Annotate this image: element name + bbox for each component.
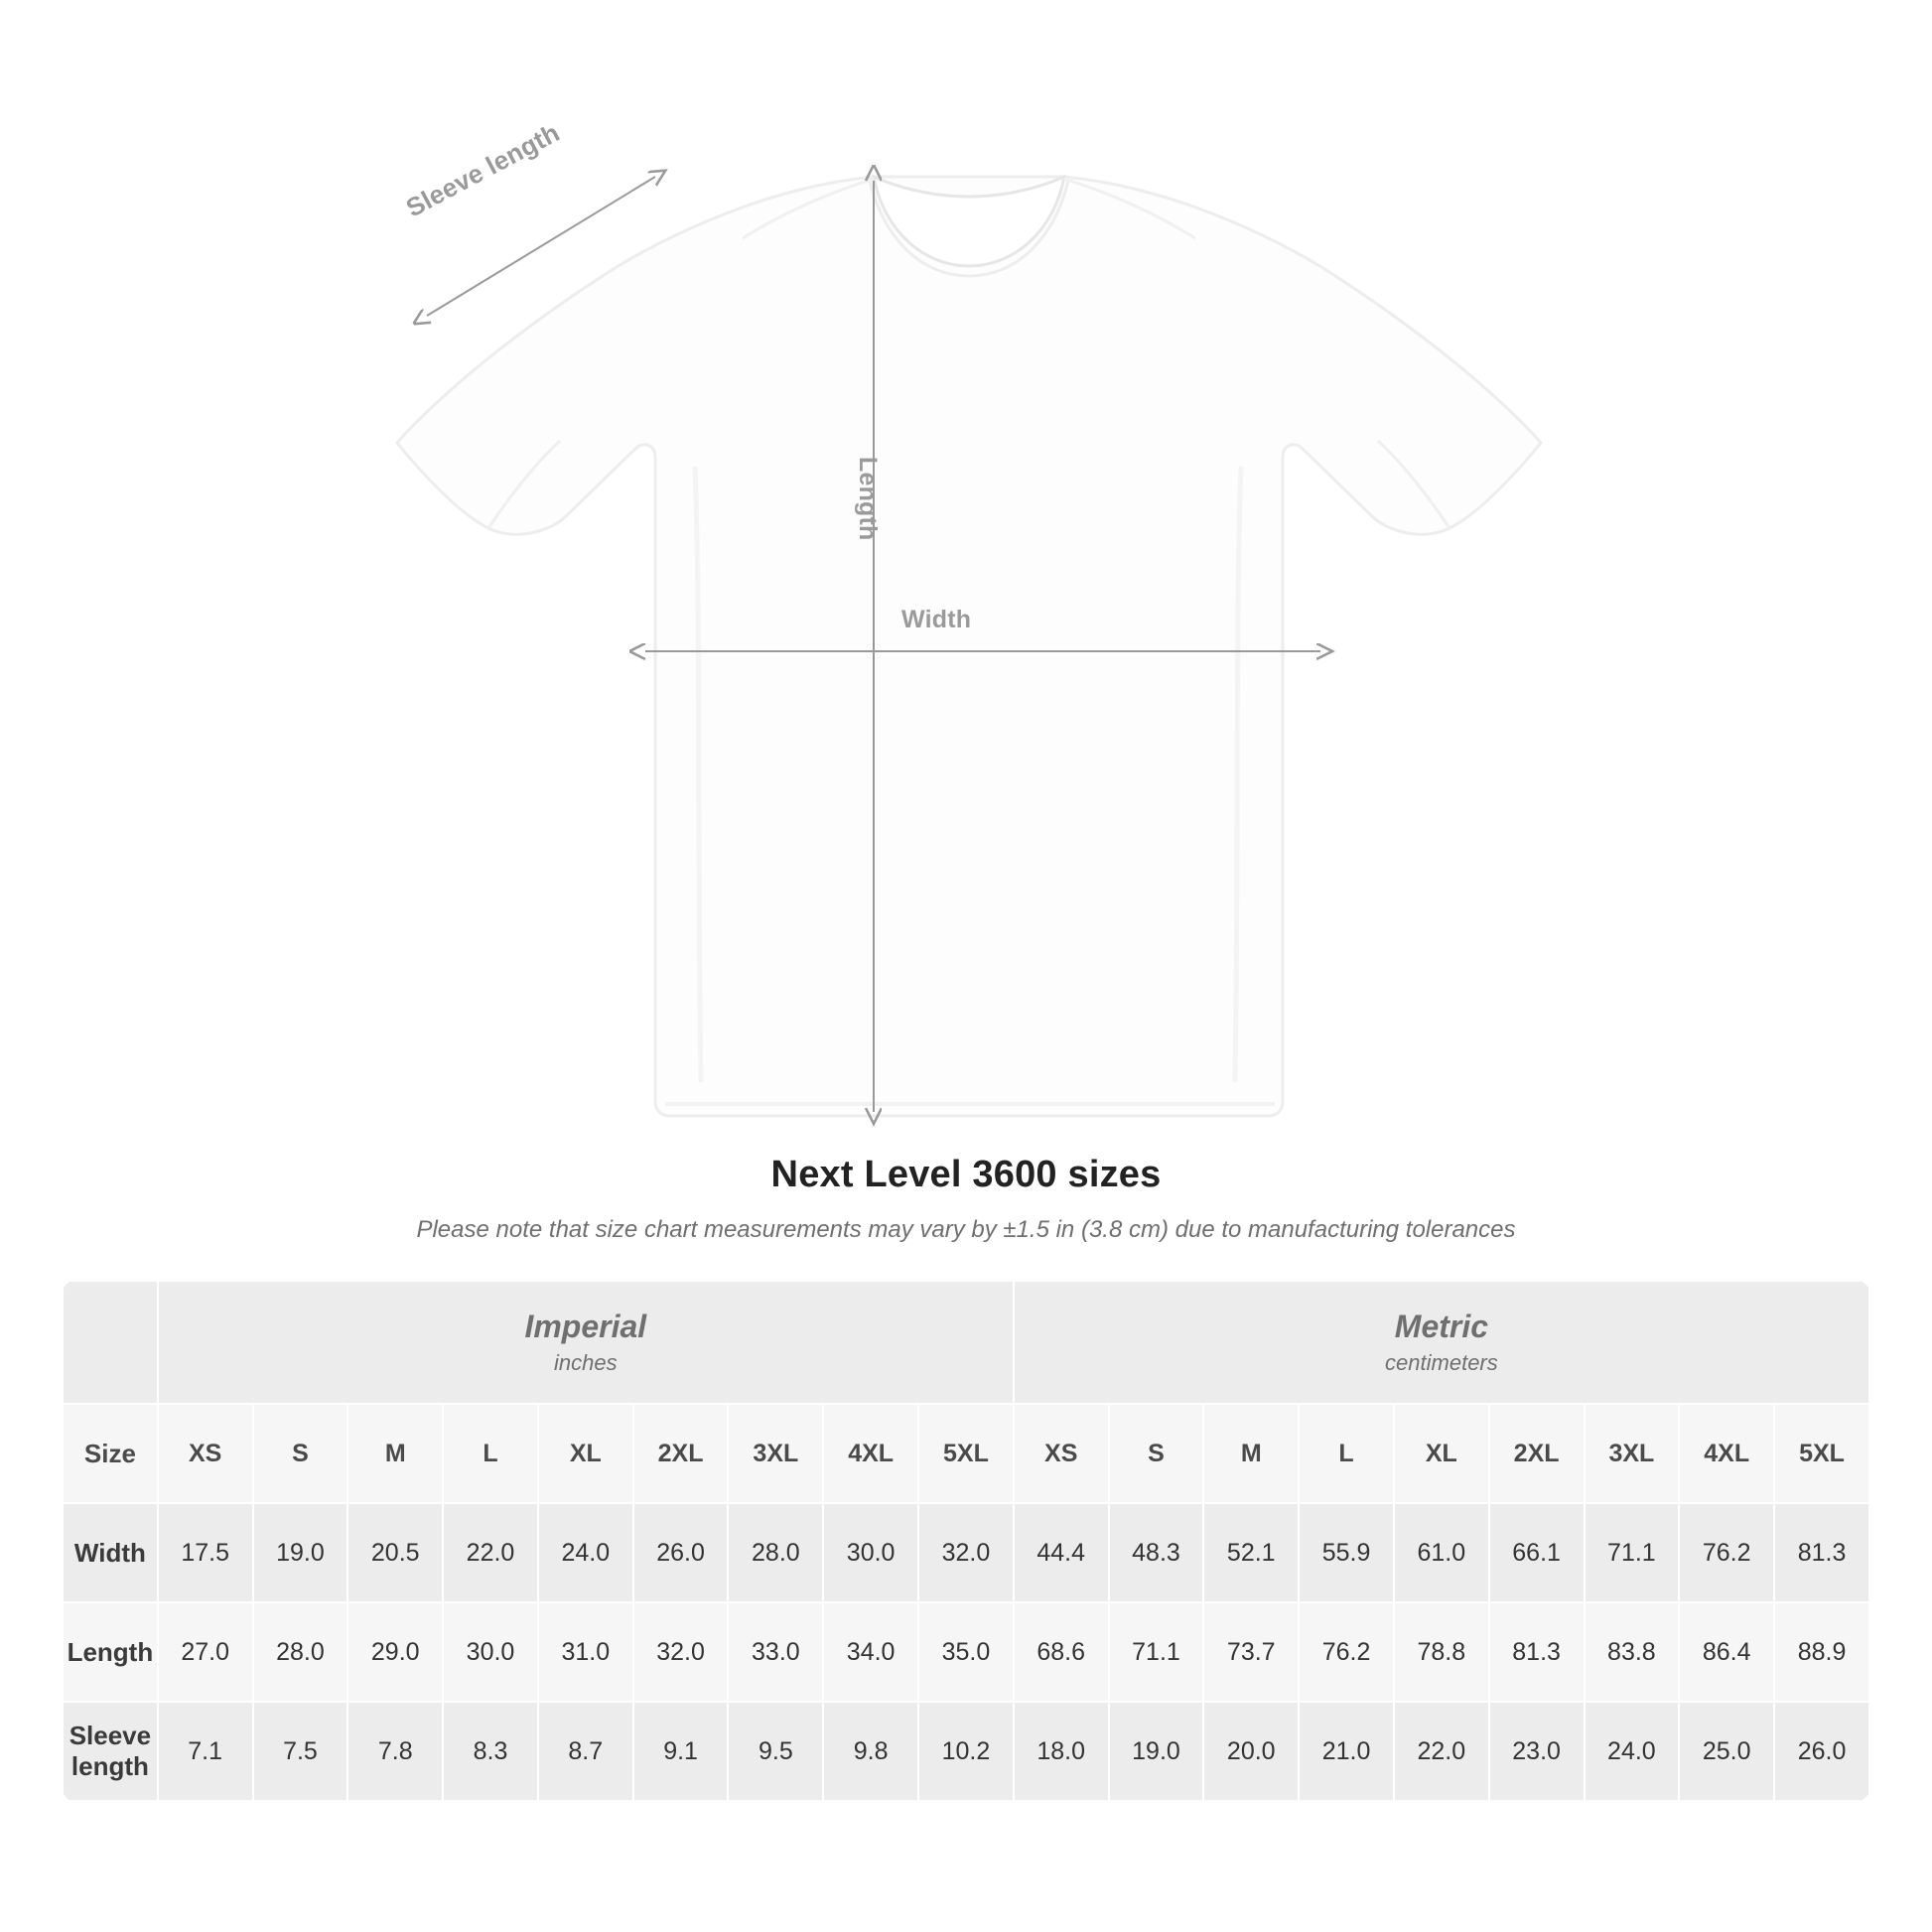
measure-cell: 9.5 <box>728 1702 823 1801</box>
row-label-sleeve-length: Sleeve length <box>63 1702 158 1801</box>
size-cell: 2XL <box>1489 1404 1585 1503</box>
measure-cell: 31.0 <box>538 1602 633 1702</box>
page-title: Next Level 3600 sizes <box>770 1154 1162 1195</box>
measure-cell: 10.2 <box>918 1702 1014 1801</box>
unit-name-metric: Metric <box>1394 1308 1489 1344</box>
tshirt-shape <box>397 177 1541 1116</box>
measure-cell: 76.2 <box>1299 1602 1394 1702</box>
sleeve-length-label: Sleeve length <box>401 117 565 223</box>
measure-cell: 30.0 <box>823 1503 918 1602</box>
unit-sub-imperial: inches <box>554 1349 618 1375</box>
measure-cell: 66.1 <box>1489 1503 1585 1602</box>
table-row <box>63 1702 1869 1801</box>
size-cell: 5XL <box>1774 1404 1869 1503</box>
measure-cell: 19.0 <box>253 1503 348 1602</box>
measure-cell: 21.0 <box>1299 1702 1394 1801</box>
size-cell: S <box>253 1404 348 1503</box>
size-cell: 4XL <box>823 1404 918 1503</box>
measure-cell: 18.0 <box>1014 1702 1109 1801</box>
measure-cell: 35.0 <box>918 1602 1014 1702</box>
size-table <box>62 1280 1870 1802</box>
unit-sub-metric: centimeters <box>1385 1349 1498 1375</box>
unit-header-row <box>63 1281 1869 1404</box>
measure-cell: 44.4 <box>1014 1503 1109 1602</box>
measure-cell: 7.5 <box>253 1702 348 1801</box>
length-label: Length <box>854 457 882 541</box>
tolerance-note: Please note that size chart measurements may vary by ±1.5 in (3.8 cm) due to manufacturing tolerances <box>416 1216 1516 1243</box>
measure-cell: 24.0 <box>538 1503 633 1602</box>
measure-cell: 33.0 <box>728 1602 823 1702</box>
size-cell: 3XL <box>1585 1404 1680 1503</box>
measure-cell: 26.0 <box>1774 1702 1869 1801</box>
row-label-length: Length <box>63 1602 158 1702</box>
measure-cell: 29.0 <box>347 1602 443 1702</box>
size-cell: XS <box>158 1404 253 1503</box>
size-cell: 4XL <box>1679 1404 1774 1503</box>
measure-cell: 73.7 <box>1203 1602 1299 1702</box>
measure-cell: 8.3 <box>443 1702 538 1801</box>
measure-cell: 81.3 <box>1489 1602 1585 1702</box>
measure-cell: 83.8 <box>1585 1602 1680 1702</box>
unit-header-corner <box>63 1281 158 1404</box>
size-row-label: Size <box>63 1404 158 1503</box>
measure-cell: 23.0 <box>1489 1702 1585 1801</box>
measure-cell: 20.5 <box>347 1503 443 1602</box>
measure-cell: 68.6 <box>1014 1602 1109 1702</box>
unit-name-imperial: Imperial <box>524 1308 647 1344</box>
measure-cell: 9.8 <box>823 1702 918 1801</box>
measure-cell: 24.0 <box>1585 1702 1680 1801</box>
size-table-wrapper <box>62 1280 1870 1802</box>
measure-cell: 34.0 <box>823 1602 918 1702</box>
measure-cell: 48.3 <box>1109 1503 1204 1602</box>
measure-cell: 61.0 <box>1394 1503 1489 1602</box>
size-cell: XS <box>1014 1404 1109 1503</box>
measure-cell: 28.0 <box>253 1602 348 1702</box>
size-cell: L <box>1299 1404 1394 1503</box>
measure-cell: 22.0 <box>1394 1702 1489 1801</box>
title-block <box>0 1154 1932 1244</box>
measure-cell: 78.8 <box>1394 1602 1489 1702</box>
size-cell: 5XL <box>918 1404 1014 1503</box>
measure-cell: 76.2 <box>1679 1503 1774 1602</box>
measure-cell: 19.0 <box>1109 1702 1204 1801</box>
measure-cell: 27.0 <box>158 1602 253 1702</box>
measure-cell: 88.9 <box>1774 1602 1869 1702</box>
table-row <box>63 1503 1869 1602</box>
size-cell: M <box>1203 1404 1299 1503</box>
size-cell: S <box>1109 1404 1204 1503</box>
size-cell: XL <box>538 1404 633 1503</box>
size-cell: 3XL <box>728 1404 823 1503</box>
measure-cell: 26.0 <box>633 1503 729 1602</box>
row-label-width: Width <box>63 1503 158 1602</box>
measure-cell: 28.0 <box>728 1503 823 1602</box>
measure-cell: 32.0 <box>633 1602 729 1702</box>
measure-cell: 17.5 <box>158 1503 253 1602</box>
measure-cell: 7.1 <box>158 1702 253 1801</box>
table-row <box>63 1602 1869 1702</box>
measure-cell: 8.7 <box>538 1702 633 1801</box>
size-cell: L <box>443 1404 538 1503</box>
measure-cell: 32.0 <box>918 1503 1014 1602</box>
measure-cell: 22.0 <box>443 1503 538 1602</box>
size-cell: 2XL <box>633 1404 729 1503</box>
size-cell: M <box>347 1404 443 1503</box>
measure-cell: 52.1 <box>1203 1503 1299 1602</box>
measure-cell: 86.4 <box>1679 1602 1774 1702</box>
measure-cell: 9.1 <box>633 1702 729 1801</box>
size-header-row <box>63 1404 1869 1503</box>
measure-cell: 7.8 <box>347 1702 443 1801</box>
measure-cell: 71.1 <box>1585 1503 1680 1602</box>
measure-cell: 55.9 <box>1299 1503 1394 1602</box>
measure-cell: 20.0 <box>1203 1702 1299 1801</box>
size-cell: XL <box>1394 1404 1489 1503</box>
measure-cell: 81.3 <box>1774 1503 1869 1602</box>
unit-header-metric <box>1014 1281 1869 1404</box>
measure-cell: 25.0 <box>1679 1702 1774 1801</box>
measure-cell: 71.1 <box>1109 1602 1204 1702</box>
measure-cell: 30.0 <box>443 1602 538 1702</box>
unit-header-imperial <box>158 1281 1014 1404</box>
width-label: Width <box>901 606 972 633</box>
